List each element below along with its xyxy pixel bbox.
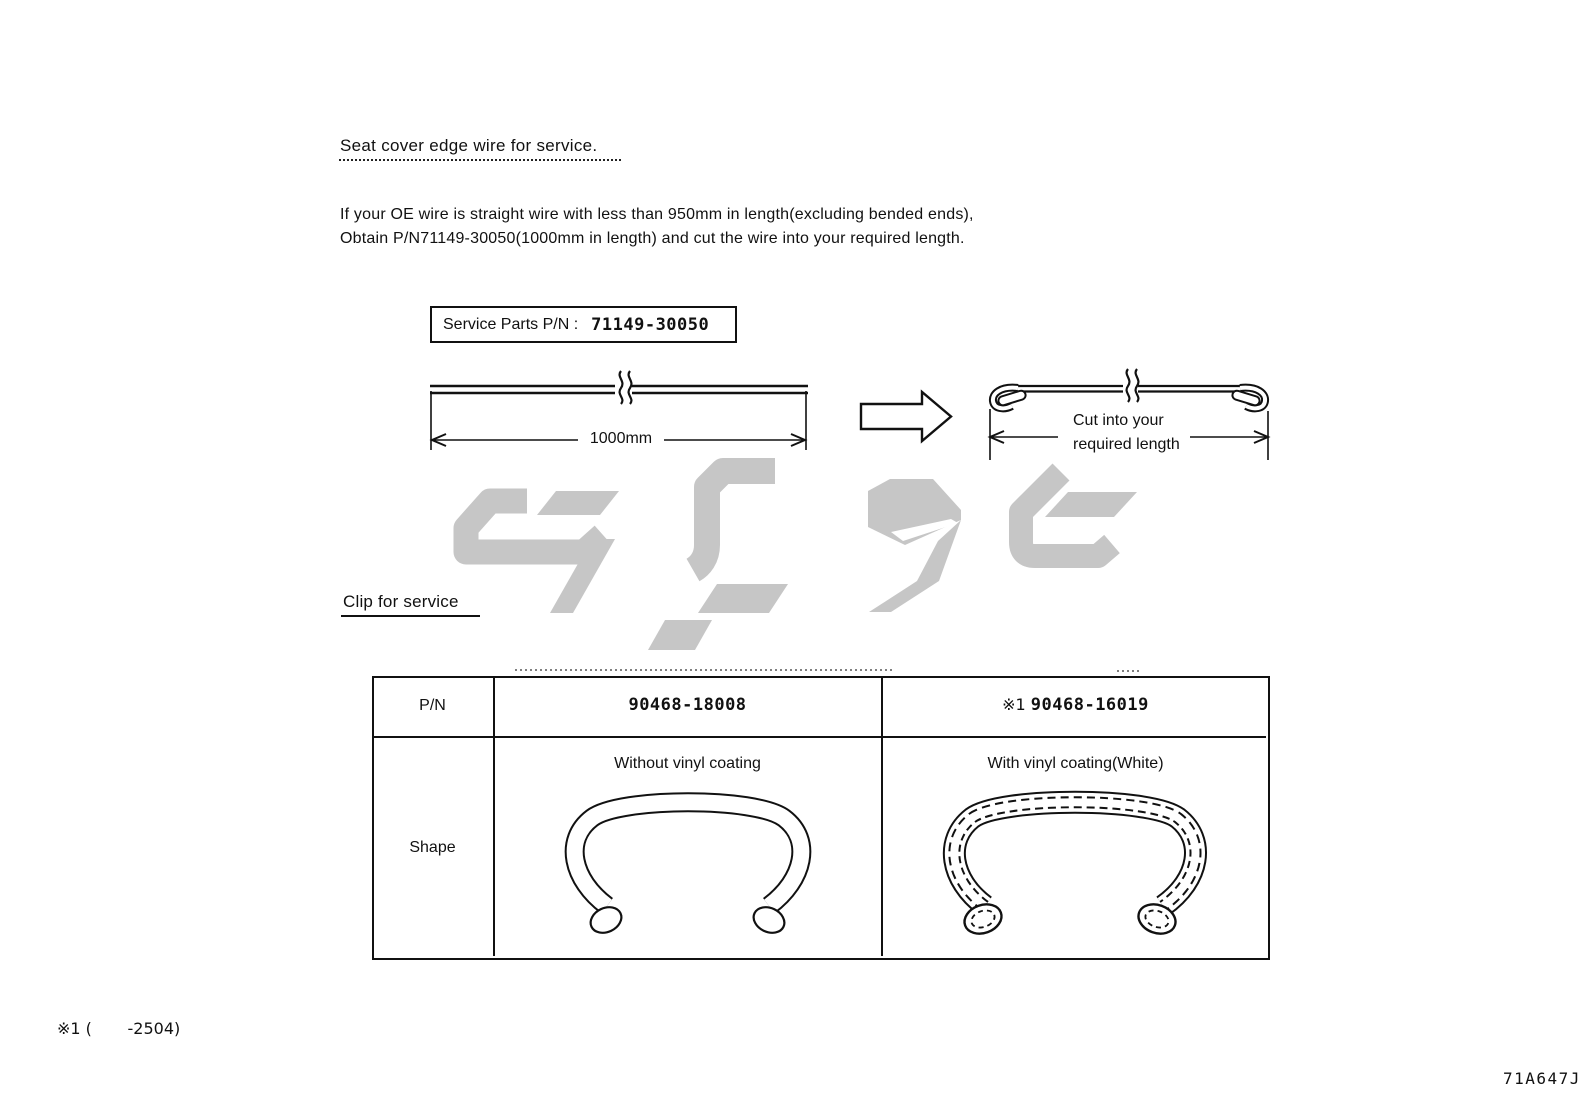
page-title: Seat cover edge wire for service. [340, 136, 598, 155]
cut-instruction-line-2: required length [1073, 436, 1180, 453]
table-shape-label-uncoated: Without vinyl coating [614, 755, 761, 772]
part-number-value: 90468-18008 [628, 695, 747, 715]
service-part-number-box [430, 306, 737, 343]
part-number-value: 90468-16019 [1030, 695, 1149, 715]
dotted-artifact-line [515, 670, 1142, 671]
clip-table-row-divider [374, 736, 1266, 738]
transform-arrow-icon [861, 392, 951, 441]
clip-heading-underline [341, 615, 480, 617]
footnote-reference: ※1 ( -2504) [57, 1019, 181, 1038]
table-part-number-uncoated [495, 695, 880, 715]
clip-table-column-divider-2 [881, 678, 883, 956]
clip-section-heading: Clip for service [343, 592, 459, 611]
service-part-number: 71149-30050 [591, 314, 710, 335]
table-row-header-shape: Shape [409, 839, 456, 856]
clip-table-border [372, 676, 1270, 960]
clip-table-column-divider-1 [493, 678, 495, 956]
watermark-logo-icon [466, 471, 1137, 650]
part-number-prefix: ※1 [1002, 695, 1031, 714]
title-underline [339, 159, 621, 161]
instruction-line-2: Obtain P/N71149-30050(1000mm in length) and cut the wire into your required length. [340, 230, 965, 247]
table-part-number-coated [883, 695, 1268, 715]
cut-instruction-line-1: Cut into your [1073, 412, 1164, 429]
table-row-header-pn: P/N [419, 697, 446, 714]
service-part-label: Service Parts P/N : [443, 315, 579, 333]
table-shape-label-coated: With vinyl coating(White) [987, 755, 1164, 772]
wire-length-label: 1000mm [589, 430, 653, 447]
document-code: 71A647J [1503, 1069, 1581, 1088]
instruction-line-1: If your OE wire is straight wire with less than 950mm in length(excluding bended ends), [340, 206, 974, 223]
